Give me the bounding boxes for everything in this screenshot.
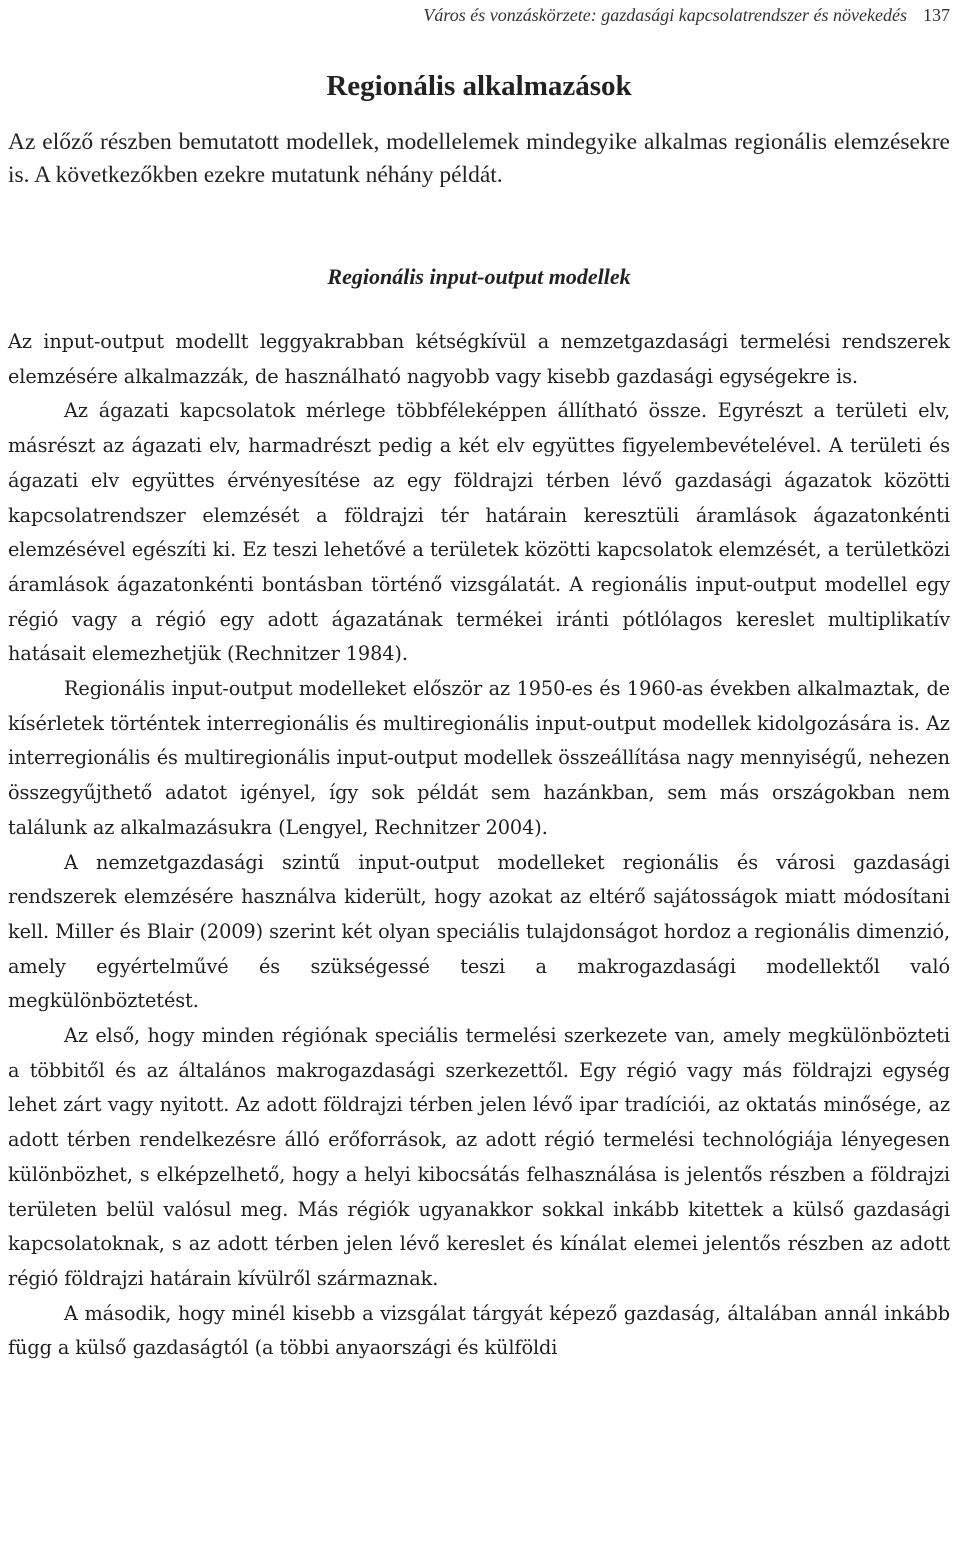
section-title: Regionális alkalmazások: [326, 70, 632, 102]
page-number: 137: [923, 5, 950, 25]
paragraph-1: Az input-output modellt leggyakrabban kétségkívül a nemzetgazdasági termelési rendszerek elemzésére alkalmazzák, de használható nagyobb vagy kisebb gazdasági egységekre is.: [8, 330, 950, 388]
running-title: Város és vonzáskörzete: gazdasági kapcsolatrendszer és növekedés: [423, 5, 907, 25]
body-text: [8, 325, 950, 1366]
paragraph-4: A nemzetgazdasági szintű input-output modelleket regionális és városi gazdasági rendszerek elemzésére használva kiderült, hogy azokat az eltérő sajátosságok miatt módosítani kell. Miller és Blair (2009) szerint két olyan speciális tulajdonságot hordoz a regionális dimenzió, amely egyértelművé és szükségessé teszi a makrogazdasági modellektől való megkülönböztetést.: [8, 850, 950, 1013]
subsection-title: Regionális input-output modellek: [327, 264, 631, 289]
paragraph-3: Regionális input-output modelleket először az 1950-es és 1960-as években alkalmaztak, de kísérletek történtek interregionális és multiregionális input-output modellek kidolgozására is. Az interregionális és multiregionális input-output modellek összeállítása nagy mennyiségű, nehezen összegyűjthető adatot igényel, így sok példát sem hazánkban, sem más országokban nem találunk az alkalmazásukra (Lengyel, Rechnitzer 2004).: [8, 677, 950, 839]
section-intro: Az előző részben bemutatott modellek, modellelemek mindegyike alkalmas regionális elemzésekre is. A következőkben ezekre mutatunk néhány példát.: [8, 129, 950, 188]
book-page: [8, 0, 950, 1366]
paragraph-6: A második, hogy minél kisebb a vizsgálat tárgyát képező gazdaság, általában annál inkább függ a külső gazdaságtól (a többi anyaországi és külföldi: [8, 1301, 950, 1360]
paragraph-5: Az első, hogy minden régiónak speciális termelési szerkezete van, amely megkülönbözteti a többitől és az általános makrogazdasági szerkezettől. Egy régió vagy más földrajzi egység lehet zárt vagy nyitott. Az adott földrajzi térben jelen lévő ipar tradíciói, az oktatás minősége, az adott térben rendelkezésre álló erőforrások, az adott régió termelési technológiája lényegesen különbözhet, s elképzelhető, hogy a helyi kibocsátás felhasználása is jelentős részben a földrajzi területen belül valósul meg. Más régiók ugyanakkor sokkal inkább kitettek a külső gazdasági kapcsolatoknak, s az adott térben jelen lévő kereslet és kínálat elemei jelentős részben az adott régió földrajzi határain kívülről származnak.: [8, 1024, 950, 1290]
running-header: [8, 2, 950, 28]
paragraph-2: Az ágazati kapcsolatok mérlege többféleképpen állítható össze. Egyrészt a területi elv, másrészt az ágazati elv, harmadrészt pedig a két elv együttes figyelembevételével. A területi és ágazati elv együttes érvényesítése az egy földrajzi térben lévő gazdasági ágazatok közötti kapcsolatrendszer elemzését a földrajzi tér határain keresztüli áramlások ágazatonkénti elemzésével egészíti ki. Ez teszi lehetővé a területek közötti kapcsolatok elemzését, a területközi áramlások ágazatonkénti bontásban történő vizsgálatát. A regionális input-output modellel egy régió vagy a régió egy adott ágazatának termékei iránti pótlólagos kereslet multiplikatív hatásait elemezhetjük (Rechnitzer 1984).: [8, 399, 950, 666]
